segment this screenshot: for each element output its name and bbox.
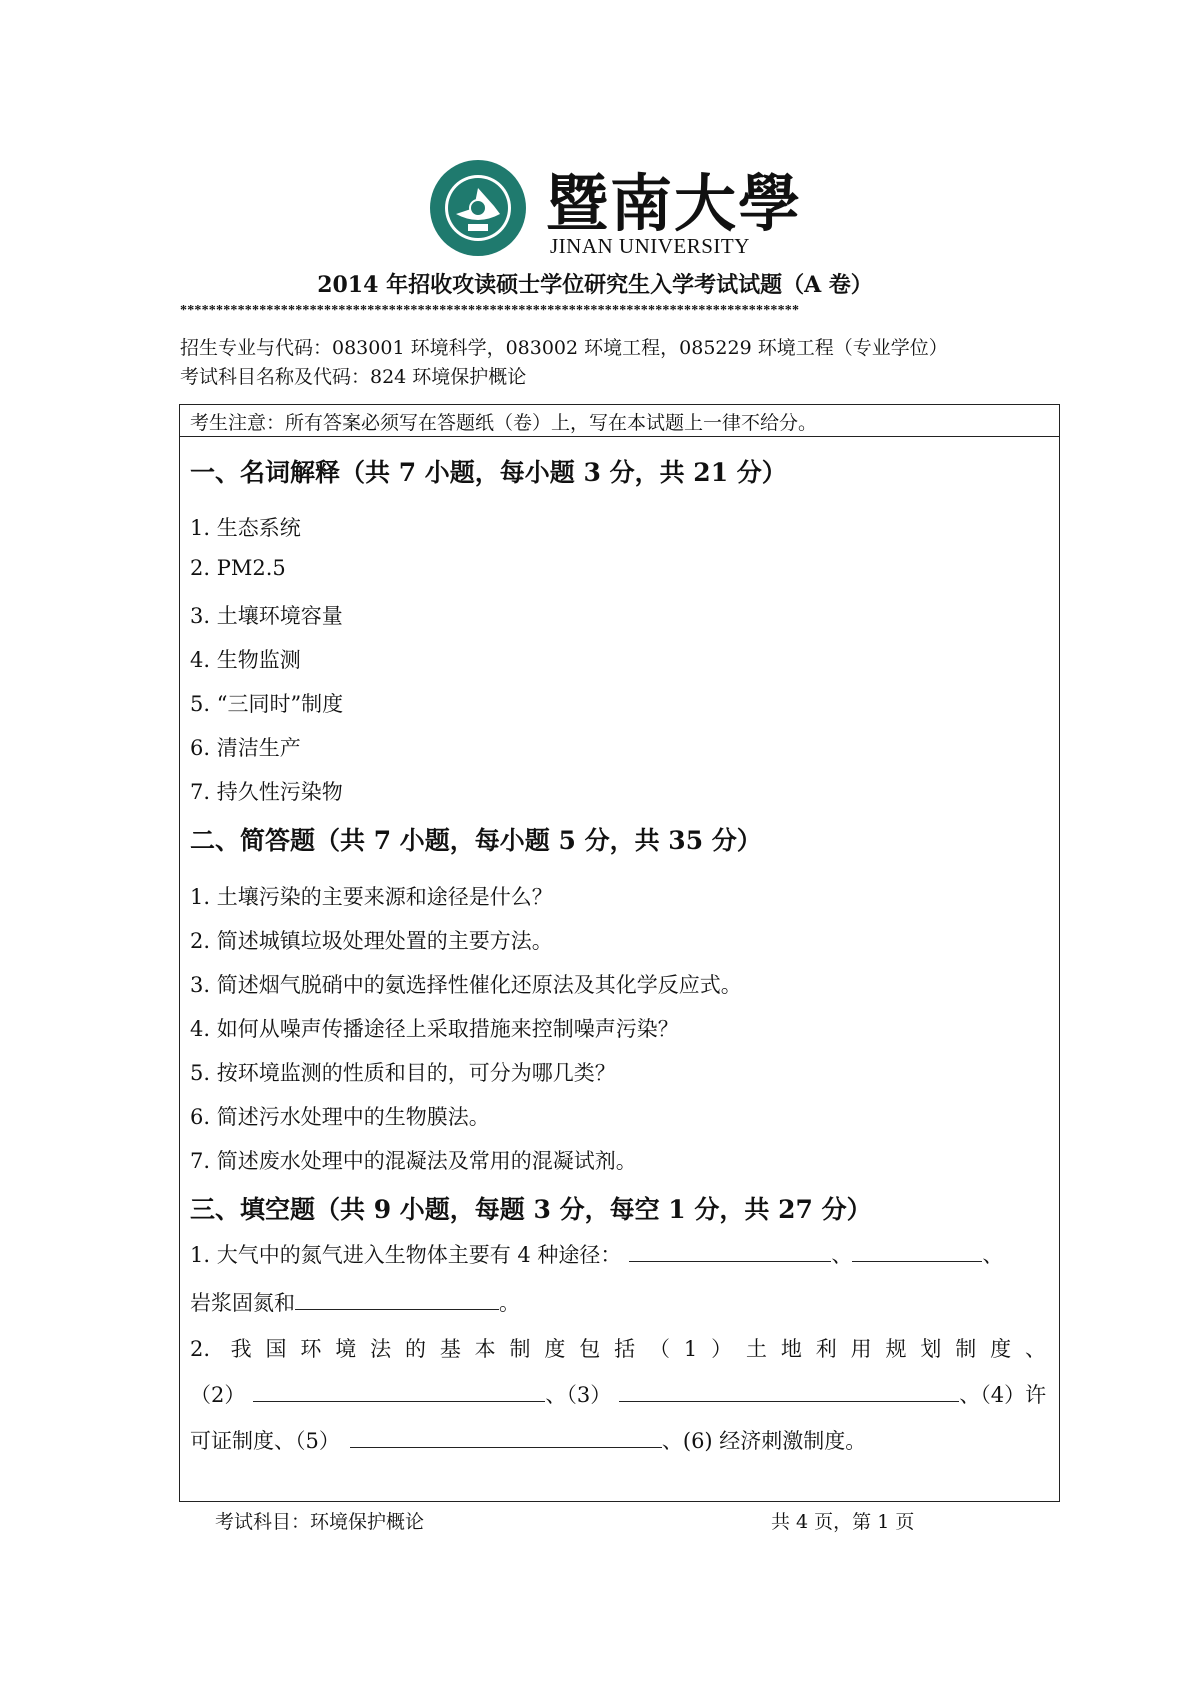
list-item: 6. 简述污水处理中的生物膜法。	[190, 1105, 490, 1129]
footer-subject: 考试科目：环境保护概论	[215, 1511, 425, 1533]
list-item: 6. 清洁生产	[190, 736, 301, 760]
answer-blank	[629, 1241, 831, 1262]
list-item: 1. 土壤污染的主要来源和途径是什么？	[190, 885, 553, 909]
question-text: 。	[499, 1291, 520, 1315]
fill-question-1	[190, 1239, 1003, 1269]
list-item: 2. 简述城镇垃圾处理处置的主要方法。	[190, 929, 553, 953]
exam-title: 2014 年招收攻读硕士学位研究生入学考试试题（A 卷）	[317, 272, 873, 298]
answer-blank	[619, 1381, 959, 1402]
list-item: 5. “三同时”制度	[190, 692, 344, 716]
university-seal-icon	[428, 158, 528, 258]
section-1-heading: 一、名词解释（共 7 小题，每小题 3 分，共 21 分）	[190, 458, 787, 487]
list-item: 3. 土壤环境容量	[190, 604, 343, 628]
list-item: 7. 持久性污染物	[190, 780, 343, 804]
subject-line: 考试科目名称及代码：824 环境保护概论	[180, 366, 527, 388]
question-text: 可证制度、（5）	[190, 1429, 340, 1453]
list-item: 5. 按环境监测的性质和目的，可分为哪几类？	[190, 1061, 616, 1085]
notice: 考生注意：所有答案必须写在答题纸（卷）上，写在本试题上一律不给分。	[190, 412, 818, 434]
list-item: 1. 生态系统	[190, 516, 301, 540]
answer-blank	[852, 1241, 982, 1262]
logo-english-name: JINAN UNIVERSITY	[550, 234, 750, 258]
answer-blank	[253, 1381, 545, 1402]
list-item: 4. 生物监测	[190, 648, 301, 672]
question-text: 、（3）	[545, 1383, 612, 1407]
fill-question-2-cont	[190, 1379, 1046, 1409]
list-item: 4. 如何从噪声传播途径上采取措施来控制噪声污染？	[190, 1017, 679, 1041]
fill-question-2-cont	[190, 1425, 866, 1455]
footer-page-number: 共 4 页，第 1 页	[771, 1511, 915, 1533]
question-text: 岩浆固氮和	[190, 1291, 295, 1315]
logo-chinese-name: 暨南大學	[546, 167, 803, 240]
separator: 、	[831, 1243, 853, 1267]
fill-question-1-cont	[190, 1287, 520, 1317]
separator: 、	[982, 1243, 1004, 1267]
majors-line: 招生专业与代码：083001 环境科学，083002 环境工程，085229 环境工程（专业学位）	[180, 337, 948, 359]
separator: **************************************************************************************	[180, 303, 800, 318]
notice-divider	[179, 436, 1060, 437]
question-text: 、(6) 经济刺激制度。	[661, 1429, 867, 1453]
section-3-heading: 三、填空题（共 9 小题，每题 3 分，每空 1 分，共 27 分）	[190, 1195, 872, 1224]
list-item: 2. PM2.5	[190, 556, 286, 580]
answer-blank	[295, 1289, 499, 1310]
university-logo	[428, 158, 803, 262]
list-item: 3. 简述烟气脱硝中的氨选择性催化还原法及其化学反应式。	[190, 973, 742, 997]
question-text: 1. 大气中的氮气进入生物体主要有 4 种途径：	[190, 1243, 622, 1267]
fill-question-2: 2. 我国环境法的基本制度包括（1）土地利用规划制度、	[190, 1337, 1046, 1361]
question-text: （2）	[190, 1383, 246, 1407]
list-item: 7. 简述废水处理中的混凝法及常用的混凝试剂。	[190, 1149, 637, 1173]
question-text: 、（4）许	[959, 1383, 1047, 1407]
answer-blank	[350, 1427, 662, 1448]
section-2-heading: 二、简答题（共 7 小题，每小题 5 分，共 35 分）	[190, 826, 762, 855]
